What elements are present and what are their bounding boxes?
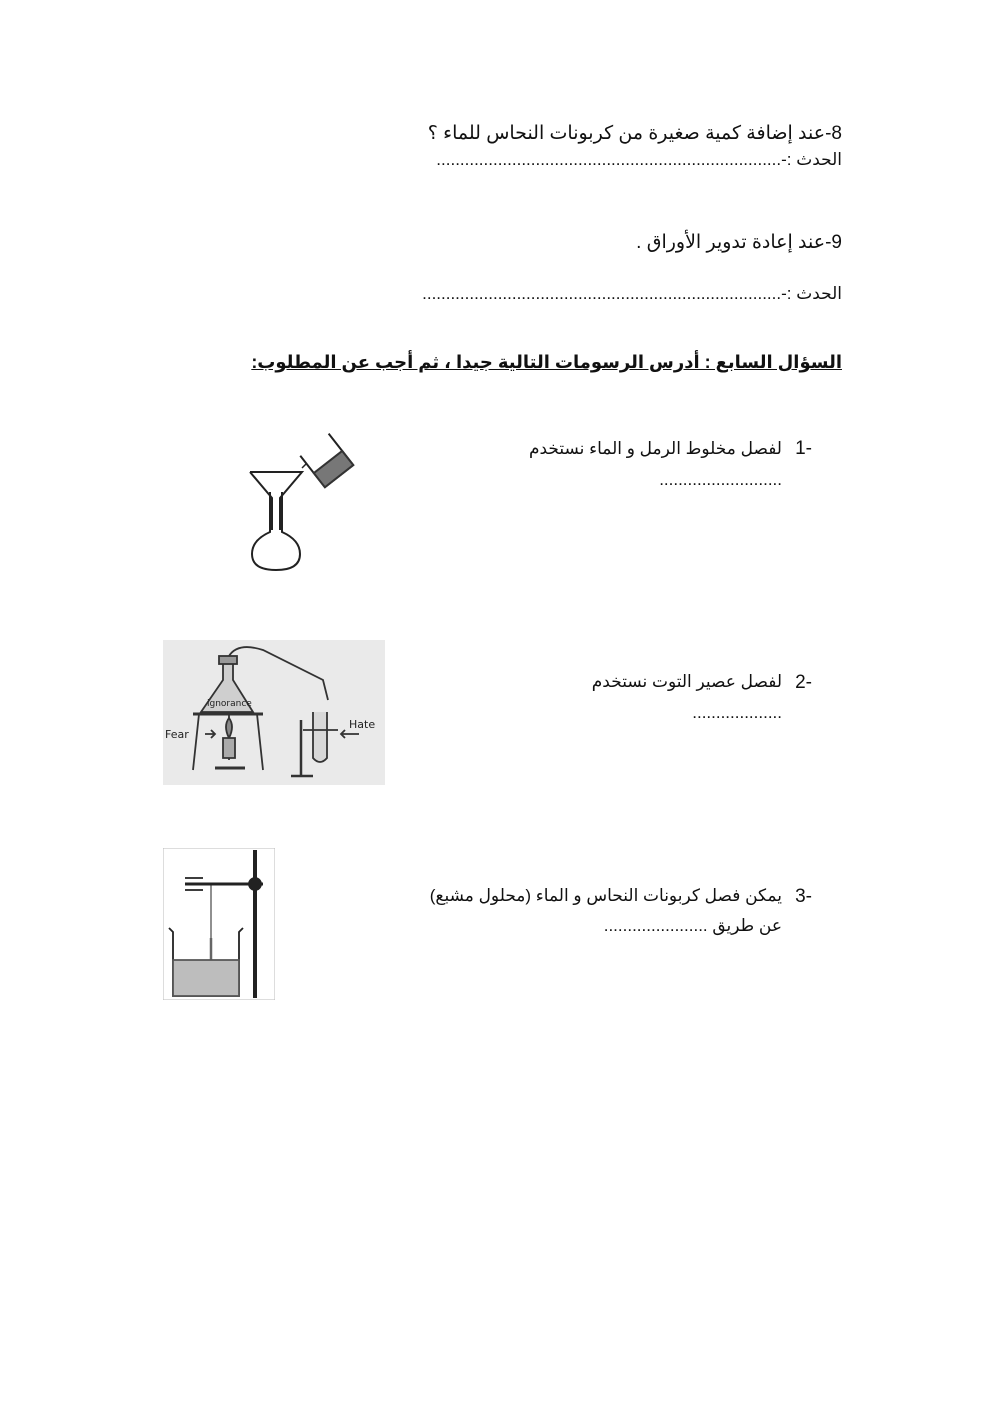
filtration-icon: [240, 432, 365, 574]
distillation-icon: [163, 640, 385, 785]
item-1-blank[interactable]: ..........................: [659, 470, 782, 489]
crystallization-icon: [163, 848, 275, 1000]
distillation-figure: [163, 640, 385, 785]
item-3-blank[interactable]: عن طريق ......................: [603, 916, 782, 935]
q8-answer-line[interactable]: الحدث :-.........................................................................: [436, 150, 842, 169]
distillation-left-label: Fear: [165, 728, 189, 741]
item-1-text: لفصل مخلوط الرمل و الماء نستخدم: [528, 439, 782, 458]
q8-question: 8-عند إضافة كمية صغيرة من كربونات النحاس للماء ؟: [427, 123, 842, 144]
filtration-figure: [240, 432, 365, 574]
q9-answer-line[interactable]: الحدث :-............................................................................: [422, 284, 842, 303]
item-2-text: لفصل عصير التوت نستخدم: [591, 672, 782, 691]
distillation-right-label: Hate: [349, 718, 376, 731]
item-3-text: يمكن فصل كربونات النحاس و الماء (محلول مشبع): [429, 886, 782, 905]
crystallization-figure: [163, 848, 275, 1000]
item-3-number: 3-: [795, 886, 812, 907]
section-7-title: السؤال السابع : أدرس الرسومات التالية جيدا ، ثم أجب عن المطلوب:: [251, 352, 842, 372]
q9-question: 9-عند إعادة تدوير الأوراق .: [636, 232, 842, 253]
distillation-flask-label: ignorance: [207, 699, 252, 709]
item-2-blank[interactable]: ...................: [692, 703, 782, 722]
item-1-number: 1-: [795, 438, 812, 459]
item-2-number: 2-: [795, 672, 812, 693]
